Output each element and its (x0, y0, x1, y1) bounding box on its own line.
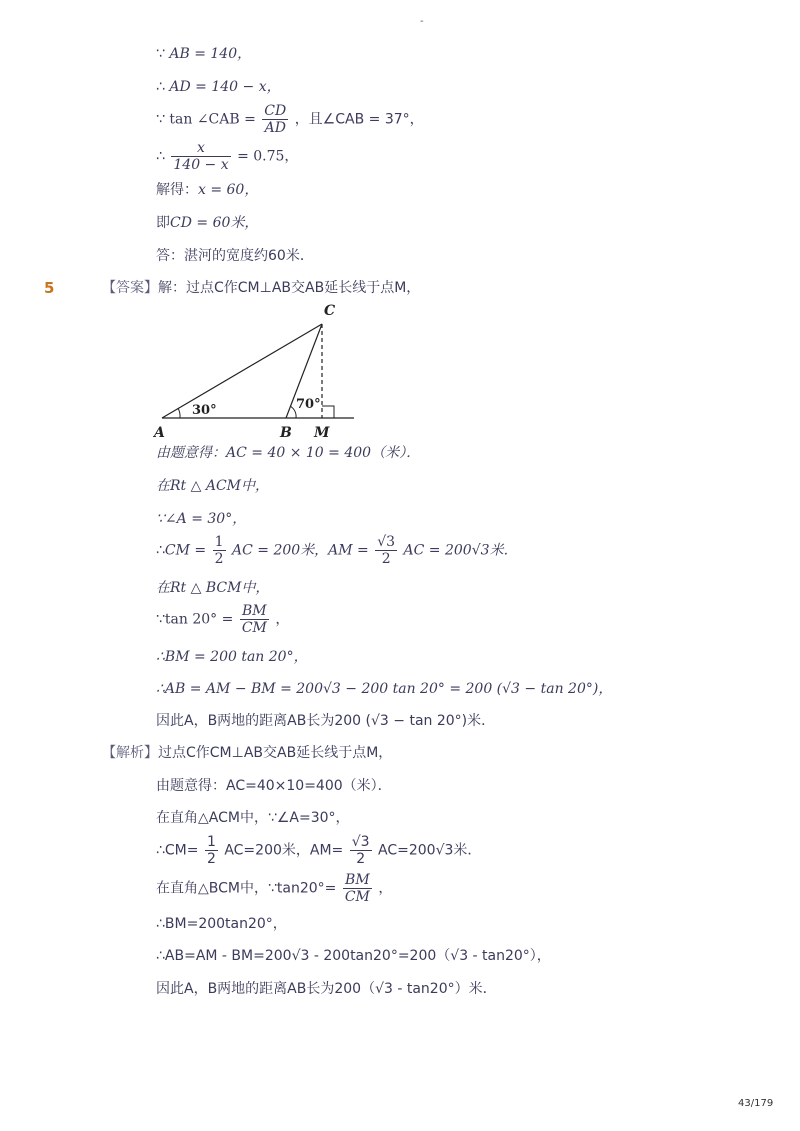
angle-a-label: 30° (192, 403, 217, 418)
line-ad: ∴ AD = 140 − x， (156, 79, 281, 95)
label-c: C (324, 303, 336, 319)
angle-b-label: 70° (296, 397, 321, 412)
answer-line-6: ∵tan 20° = $\frac{BM}{CM}$ ， (156, 603, 290, 636)
question-number: 5 (44, 279, 55, 297)
fraction-cd-ad: $\frac{CD}{AD}$ (264, 103, 287, 136)
analysis-line-5: ∴BM=200tan20°， (156, 916, 287, 932)
answer-line-1: 由题意得：AC = 40 × 10 = 400（米）． (156, 445, 421, 461)
analysis-intro: 【解析】过点C作CM⊥AB交AB延长线于点M， (102, 745, 393, 761)
page-number: 43/179 (738, 1098, 774, 1109)
analysis-line-1: 由题意得：AC=40×10=400（米）． (156, 778, 392, 794)
answer-line-3: ∵∠A = 30°， (156, 511, 247, 527)
fraction-bm-cm: $\frac{BM}{CM}$ (241, 603, 267, 636)
fraction-half: $\frac{1}{2}$ (214, 534, 224, 567)
answer-tag: 【答案】 (102, 280, 158, 296)
answer-line-8: ∴AB = AM − BM = 200√3 − 200 tan 20° = 200 (√3 − tan 20°)， (156, 681, 613, 697)
analysis-line-6: ∴AB=AM - BM=200√3 - 200tan20°=200（√3 - tan20°）， (156, 948, 551, 964)
line-ab-140: ∵ AB = 140， (156, 46, 252, 62)
analysis-line-3: ∴CM= $\frac{1}{2}$ AC=200米，AM= $\frac{√3}{2}$ AC=200√3米． (156, 834, 482, 867)
line-cd: 即CD = 60米， (156, 215, 259, 231)
line-solve: 解得：x = 60， (156, 182, 259, 198)
analysis-line-7: 因此A，B两地的距离AB长为200（√3 - tan20°）米． (156, 981, 497, 997)
answer-line-2: 在Rt △ ACM中， (156, 478, 269, 494)
fraction-x: $\frac{x}{140 - x}$ (173, 140, 229, 173)
answer-line-7: ∴BM = 200 tan 20°， (156, 649, 308, 665)
label-m: M (314, 425, 330, 441)
fraction-bm-cm-2: $\frac{BM}{CM}$ (344, 872, 370, 905)
answer-line-5: 在Rt △ BCM中， (156, 580, 270, 596)
label-a: A (154, 425, 165, 441)
analysis-tag: 【解析】 (102, 745, 158, 761)
line-tan-cab: ∵ tan ∠CAB = $\frac{CD}{AD}$ ，且∠CAB = 37°， (156, 103, 424, 136)
answer-line-4: ∴CM = $\frac{1}{2}$ AC = 200米，AM = $\frac{√3}{2}$ AC = 200√3米． (156, 534, 518, 567)
analysis-line-4: 在直角△BCM中，∵tan20°= $\frac{BM}{CM}$ ， (156, 872, 393, 905)
fraction-sqrt3-half: $\frac{√3}{2}$ (377, 534, 396, 567)
page-top-mark: - (420, 16, 424, 27)
answer-line-9: 因此A，B两地的距离AB长为200 (√3 − tan 20°)米． (156, 713, 496, 729)
fraction-sqrt3-half-2: $\frac{√3}{2}$ (351, 834, 370, 867)
fraction-half-2: $\frac{1}{2}$ (206, 834, 216, 867)
label-b: B (280, 425, 292, 441)
line-ratio: ∴ $\frac{x}{140 - x}$ = 0.75， (156, 140, 299, 173)
right-angle-mark (322, 406, 334, 418)
answer-intro: 【答案】解：过点C作CM⊥AB交AB延长线于点M， (102, 280, 421, 296)
analysis-line-2: 在直角△ACM中，∵∠A=30°， (156, 810, 350, 826)
triangle-figure (150, 300, 370, 450)
line-answer-width: 答：湛河的宽度约60米． (156, 248, 314, 264)
angle-arc-a (178, 408, 180, 418)
